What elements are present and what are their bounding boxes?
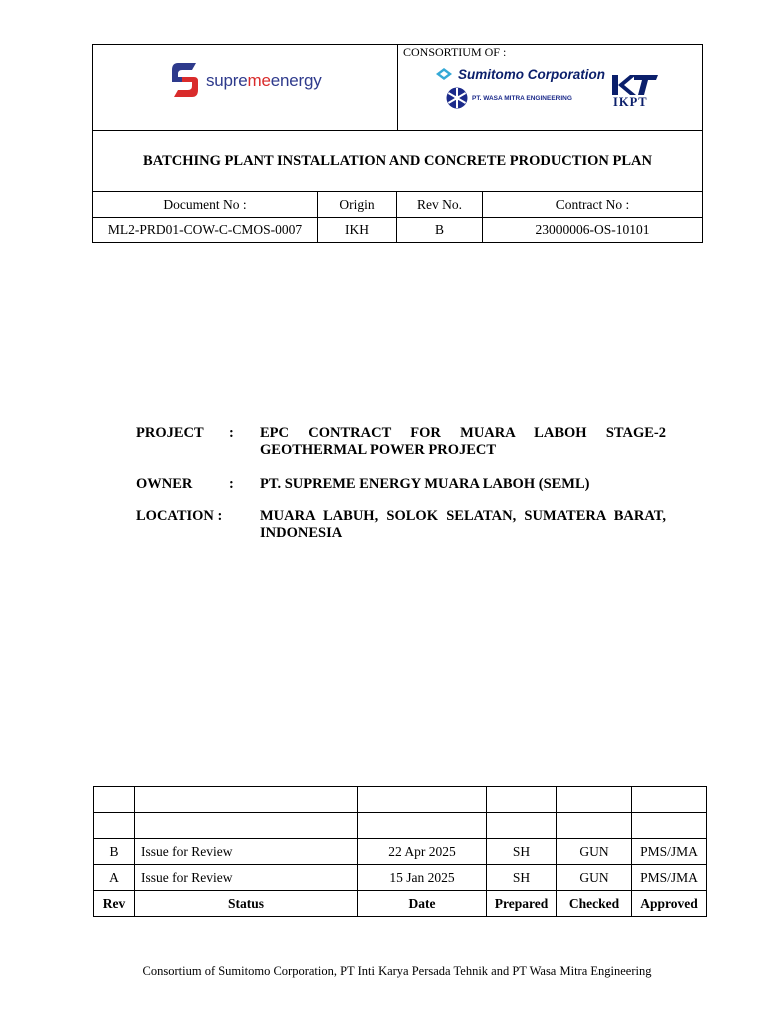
status-cell (135, 813, 358, 839)
table-row (94, 865, 707, 891)
checked-cell: GUN (557, 865, 632, 891)
table-row (94, 813, 707, 839)
status-cell (135, 787, 358, 813)
prepared-header: Prepared (487, 891, 557, 917)
supreme-energy-wordmark: supremeenergy (206, 71, 322, 90)
date-cell: 22 Apr 2025 (358, 839, 487, 865)
revision-header-row (94, 891, 707, 917)
supreme-energy-logo (168, 61, 343, 101)
approved-cell: PMS/JMA (632, 839, 707, 865)
checked-cell (557, 813, 632, 839)
doc-info-values (93, 218, 702, 242)
document-header (92, 44, 703, 243)
date-cell: 15 Jan 2025 (358, 865, 487, 891)
rev-no-label: Rev No. (397, 192, 483, 217)
approved-cell (632, 813, 707, 839)
document-title: BATCHING PLANT INSTALLATION AND CONCRETE PRODUCTION PLAN (93, 131, 702, 192)
date-cell (358, 787, 487, 813)
owner-logo-cell (93, 45, 398, 130)
doc-info-labels (93, 192, 702, 218)
ikpt-wordmark: IKPT (613, 95, 648, 109)
ikpt-logo-icon (610, 73, 662, 97)
contract-no-value: 23000006-OS-10101 (535, 222, 650, 237)
approved-cell (632, 787, 707, 813)
revision-table (93, 786, 707, 917)
sumitomo-logo (436, 65, 605, 83)
rev-header: Rev (94, 891, 135, 917)
sumitomo-wordmark: Sumitomo Corporation (458, 66, 605, 82)
checked-cell: GUN (557, 839, 632, 865)
status-cell: Issue for Review (135, 839, 358, 865)
rev-cell: A (94, 865, 135, 891)
wasa-logo (446, 87, 572, 109)
origin-value: IKH (318, 218, 397, 242)
prepared-cell (487, 813, 557, 839)
prepared-cell: SH (487, 839, 557, 865)
wasa-wordmark: PT. WASA MITRA ENGINEERING (472, 94, 572, 102)
date-cell (358, 813, 487, 839)
document-no-value: ML2-PRD01-COW-C-CMOS-0007 (93, 218, 318, 242)
approved-cell: PMS/JMA (632, 865, 707, 891)
owner-colon: : (229, 476, 234, 492)
status-header: Status (135, 891, 358, 917)
document-no-label: Document No : (93, 192, 318, 217)
page-footer: Consortium of Sumitomo Corporation, PT Inti Karya Persada Tehnik and PT Wasa Mitra Engineering (142, 964, 652, 978)
checked-cell (557, 787, 632, 813)
owner-label: OWNER (136, 476, 193, 492)
prepared-cell (487, 787, 557, 813)
sumitomo-diamond-icon (436, 68, 452, 80)
wasa-wheel-icon (446, 87, 468, 109)
origin-label: Origin (318, 192, 397, 217)
rev-cell: B (94, 839, 135, 865)
consortium-label: CONSORTIUM OF : (403, 45, 507, 59)
rev-cell (94, 787, 135, 813)
approved-header: Approved (632, 891, 707, 917)
ikpt-logo (610, 73, 662, 111)
date-header: Date (358, 891, 487, 917)
consortium-logo-cell (398, 45, 702, 130)
supreme-energy-logo-icon (168, 61, 202, 99)
prepared-cell: SH (487, 865, 557, 891)
rev-no-value: B (397, 218, 483, 242)
status-cell: Issue for Review (135, 865, 358, 891)
project-colon: : (229, 425, 234, 441)
table-row (94, 787, 707, 813)
table-row (94, 839, 707, 865)
rev-cell (94, 813, 135, 839)
project-label: PROJECT (136, 425, 204, 441)
contract-no-label: Contract No : (555, 196, 630, 212)
owner-value: PT. SUPREME ENERGY MUARA LABOH (SEML) (260, 476, 590, 492)
project-value: EPC CONTRACT FOR MUARA LABOH STAGE-2 GEOTHERMAL POWER PROJECT (260, 425, 666, 458)
checked-header: Checked (557, 891, 632, 917)
location-label: LOCATION : (136, 508, 223, 524)
location-value: MUARA LABUH, SOLOK SELATAN, SUMATERA BARAT, INDONESIA (260, 508, 666, 541)
logo-row (93, 45, 702, 131)
